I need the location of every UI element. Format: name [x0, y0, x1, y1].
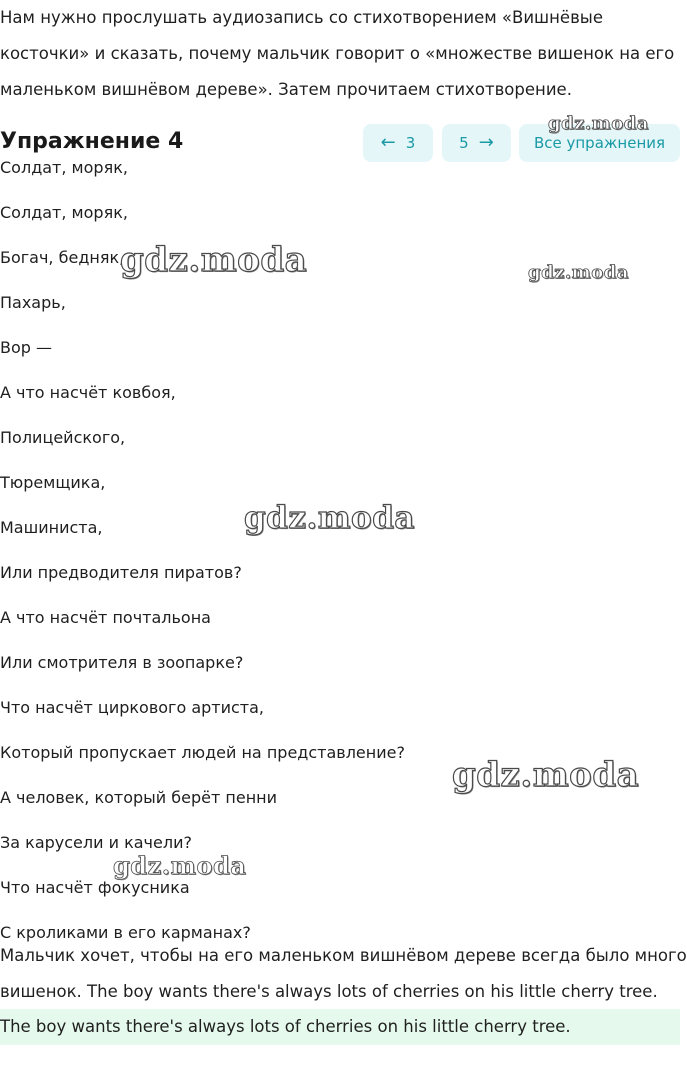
watermark: gdz.moda: [452, 755, 640, 795]
intro-text: [0, 0, 680, 108]
answer-line: Мальчик хочет, чтобы на его маленьком вишнёвом дереве всегда было много: [0, 946, 687, 965]
poem-line: Солдат, моряк,: [0, 203, 128, 222]
watermark: gdz.moda: [548, 113, 649, 134]
exercise-title: Упражнение 4: [0, 129, 184, 154]
poem-line: За карусели и качели?: [0, 833, 192, 852]
poem-line: Тюремщика,: [0, 473, 106, 492]
answer-line: вишенок. The boy wants there's always lots of cherries on his little cherry tree.: [0, 982, 658, 1001]
poem-line: А человек, который берёт пенни: [0, 788, 278, 807]
watermark: gdz.moda: [244, 500, 415, 536]
poem-line: Машиниста,: [0, 518, 103, 537]
watermark: gdz.moda: [113, 851, 247, 880]
poem-line-partial: Солдат, моряк,: [0, 158, 128, 177]
poem-line: Или предводителя пиратов?: [0, 563, 242, 582]
answer-text: [0, 938, 687, 1010]
poem-line: Что насчёт фокусника: [0, 878, 190, 897]
poem-line: Что насчёт циркового артиста,: [0, 698, 265, 717]
poem-line: Или смотрителя в зоопарке?: [0, 653, 244, 672]
intro-line: Нам нужно прослушать аудиозапись со стихотворением «Вишнёвые: [0, 8, 603, 27]
arrow-left-icon: ←: [380, 132, 396, 153]
intro-line: косточки» и сказать, почему мальчик говорит о «множестве вишенок на его: [0, 44, 675, 63]
watermark: gdz.moda: [120, 240, 308, 280]
poem-line: Богач, бедняк,: [0, 248, 125, 267]
poem-scroll-area[interactable]: [0, 158, 680, 942]
poem-line: Который пропускает людей на представление?: [0, 743, 405, 762]
arrow-right-icon: →: [478, 132, 494, 153]
prev-exercise-label: 3: [405, 134, 416, 152]
poem-line: С кроликами в его карманах?: [0, 923, 251, 942]
poem-line: А что насчёт ковбоя,: [0, 383, 176, 402]
poem-line: А что насчёт почтальона: [0, 608, 211, 627]
next-exercise-label: 5: [459, 134, 469, 152]
all-exercises-label: Все упражнения: [533, 134, 666, 152]
highlighted-answer: The boy wants there's always lots of cherries on his little cherry tree.: [0, 1009, 680, 1045]
poem-line: Вор —: [0, 338, 53, 357]
poem-line: Полицейского,: [0, 428, 126, 447]
watermark: gdz.moda: [528, 262, 629, 283]
poem-line: Пахарь,: [0, 293, 66, 312]
intro-line: маленьком вишнёвом дереве». Затем прочитаем стихотворение.: [0, 80, 572, 99]
